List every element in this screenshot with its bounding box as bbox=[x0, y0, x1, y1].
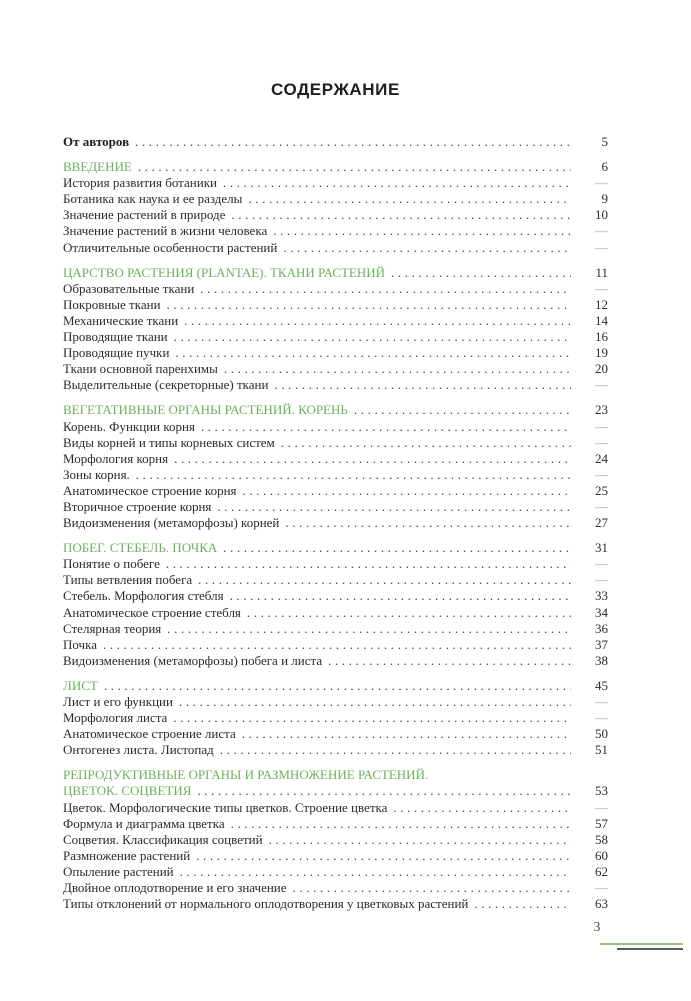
toc-entry bbox=[63, 134, 608, 150]
dot-leader bbox=[173, 710, 571, 726]
toc-entry-label: РЕПРОДУКТИВНЫЕ ОРГАНЫ И РАЗМНОЖЕНИЕ РАСТЕНИЙ. bbox=[63, 767, 429, 783]
page-number: 60 bbox=[595, 847, 608, 863]
footer-rule-dark bbox=[617, 948, 683, 950]
toc-entry bbox=[63, 281, 608, 297]
toc-section-heading bbox=[63, 767, 608, 783]
toc-group bbox=[63, 265, 608, 394]
toc-entry-label: ЦВЕТОК. СОЦВЕТИЯ bbox=[63, 783, 192, 799]
toc-section-heading bbox=[63, 540, 608, 556]
toc-entry bbox=[63, 605, 608, 621]
toc-entry bbox=[63, 832, 608, 848]
dot-leader bbox=[293, 880, 571, 896]
missing-page-dash: — bbox=[595, 280, 608, 296]
missing-page-dash: — bbox=[595, 556, 608, 572]
missing-page-dash: — bbox=[595, 377, 608, 393]
toc-group bbox=[63, 678, 608, 758]
toc-entry bbox=[63, 742, 608, 758]
toc-entry-label: Лист и его функции bbox=[63, 694, 173, 709]
dot-leader bbox=[175, 345, 571, 361]
toc-entry bbox=[63, 240, 608, 256]
dot-leader bbox=[231, 207, 571, 223]
toc-entry bbox=[63, 467, 608, 483]
missing-page-dash: — bbox=[595, 418, 608, 434]
toc-entry bbox=[63, 710, 608, 726]
toc-entry-label: Двойное оплодотворение и его значение bbox=[63, 880, 287, 896]
dot-leader bbox=[354, 402, 571, 418]
toc-entry bbox=[63, 435, 608, 451]
toc-entry-label: ВЕГЕТАТИВНЫЕ ОРГАНЫ РАСТЕНИЙ. КОРЕНЬ bbox=[63, 402, 348, 418]
toc-entry-label: Виды корней и типы корневых систем bbox=[63, 434, 275, 450]
dot-leader bbox=[243, 483, 571, 499]
toc-entry-label: Проводящие ткани bbox=[63, 329, 168, 345]
footer-page-number: 3 bbox=[593, 919, 601, 934]
toc-entry-label: История развития ботаники bbox=[63, 175, 217, 191]
missing-page-dash: — bbox=[595, 466, 608, 482]
dot-leader bbox=[180, 864, 571, 880]
dot-leader bbox=[223, 540, 571, 556]
toc-entry bbox=[63, 896, 608, 912]
dot-leader bbox=[273, 223, 571, 239]
page-number: 38 bbox=[595, 652, 608, 668]
toc-entry-label: Образовательные ткани bbox=[63, 280, 195, 296]
page-number: 9 bbox=[601, 191, 608, 207]
dot-leader bbox=[220, 742, 571, 758]
toc-entry-label: Механические ткани bbox=[63, 312, 179, 328]
toc-entry bbox=[63, 637, 608, 653]
missing-page-dash: — bbox=[595, 880, 608, 896]
dot-leader bbox=[104, 678, 571, 694]
toc-entry-label: Онтогенез листа. Листопад bbox=[63, 742, 214, 758]
toc-entry bbox=[63, 361, 608, 377]
toc-entry-label: Понятие о побеге bbox=[63, 556, 160, 572]
page-number: 27 bbox=[595, 515, 608, 531]
toc-entry bbox=[63, 207, 608, 223]
toc-entry-label: Выделительные (секреторные) ткани bbox=[63, 377, 269, 393]
toc-entry-label: Анатомическое строение листа bbox=[63, 726, 236, 742]
toc-section-heading bbox=[63, 783, 608, 799]
dot-leader bbox=[135, 134, 571, 150]
toc-entry-label: Зоны корня. bbox=[63, 466, 130, 482]
dot-leader bbox=[328, 653, 571, 669]
page-number: 58 bbox=[595, 831, 608, 847]
page-number: 16 bbox=[595, 329, 608, 345]
toc-entry bbox=[63, 572, 608, 588]
toc-entry-label: Видоизменения (метаморфозы) побега и листа bbox=[63, 652, 323, 668]
toc-entry bbox=[63, 816, 608, 832]
toc-entry bbox=[63, 419, 608, 435]
toc-entry bbox=[63, 653, 608, 669]
toc-entry bbox=[63, 377, 608, 393]
toc-entry bbox=[63, 297, 608, 313]
dot-leader bbox=[201, 419, 571, 435]
dot-leader bbox=[231, 816, 571, 832]
toc-entry-label: Опыление растений bbox=[63, 863, 174, 879]
toc-entry-label: ЦАРСТВО РАСТЕНИЯ (PLANTAE). ТКАНИ РАСТЕНИЙ bbox=[63, 264, 386, 280]
page-number: 5 bbox=[601, 134, 608, 149]
dot-leader bbox=[198, 572, 571, 588]
toc-entry-label: Размножение растений bbox=[63, 847, 191, 863]
page-number: 45 bbox=[595, 677, 608, 693]
toc-entry-label: Вторичное строение корня bbox=[63, 498, 212, 514]
page-number: 36 bbox=[595, 620, 608, 636]
dot-leader bbox=[167, 297, 571, 313]
toc-entry bbox=[63, 864, 608, 880]
toc-entry-label: Соцветия. Классификация соцветий bbox=[63, 831, 263, 847]
toc-entry-label: ЛИСТ bbox=[63, 677, 98, 693]
toc-section-heading bbox=[63, 159, 608, 175]
dot-leader bbox=[136, 467, 571, 483]
missing-page-dash: — bbox=[595, 799, 608, 815]
page-number: 10 bbox=[595, 207, 608, 223]
toc-entry-label: Видоизменения (метаморфозы) корней bbox=[63, 515, 280, 531]
toc-group bbox=[63, 540, 608, 669]
toc-entry bbox=[63, 800, 608, 816]
missing-page-dash: — bbox=[595, 175, 608, 191]
footer-rule-green bbox=[600, 943, 683, 945]
toc-entry-label: Отличительные особенности растений bbox=[63, 239, 278, 255]
page-number: 50 bbox=[595, 726, 608, 742]
page-number: 62 bbox=[595, 863, 608, 879]
page-number: 63 bbox=[595, 896, 608, 912]
toc-entry-label: Морфология листа bbox=[63, 710, 168, 726]
missing-page-dash: — bbox=[595, 572, 608, 588]
missing-page-dash: — bbox=[595, 239, 608, 255]
page-number: 33 bbox=[595, 588, 608, 604]
toc-entry bbox=[63, 313, 608, 329]
missing-page-dash: — bbox=[595, 498, 608, 514]
toc-entry-label: Корень. Функции корня bbox=[63, 418, 195, 434]
dot-leader bbox=[391, 265, 571, 281]
dot-leader bbox=[223, 175, 571, 191]
dot-leader bbox=[247, 605, 571, 621]
dot-leader bbox=[393, 800, 571, 816]
dot-leader bbox=[269, 832, 571, 848]
toc-entry bbox=[63, 726, 608, 742]
toc-entry-label: ВВЕДЕНИЕ bbox=[63, 159, 132, 175]
page-number: 53 bbox=[595, 783, 608, 799]
toc-entry bbox=[63, 588, 608, 604]
dot-leader bbox=[103, 637, 571, 653]
dot-leader bbox=[179, 694, 571, 710]
toc-entry-label: Анатомическое строение корня bbox=[63, 482, 237, 498]
toc-entry bbox=[63, 483, 608, 499]
page-number: 57 bbox=[595, 815, 608, 831]
toc-entry-label: Покровные ткани bbox=[63, 296, 161, 312]
toc-entry-label: Анатомическое строение стебля bbox=[63, 604, 241, 620]
dot-leader bbox=[167, 621, 571, 637]
toc-entry bbox=[63, 499, 608, 515]
dot-leader bbox=[242, 726, 571, 742]
dot-leader bbox=[474, 896, 571, 912]
dot-leader bbox=[184, 313, 571, 329]
toc-entry bbox=[63, 345, 608, 361]
toc-entry-label: Значение растений в жизни человека bbox=[63, 223, 268, 239]
toc-entry-label: Ботаника как наука и ее разделы bbox=[63, 191, 243, 207]
dot-leader bbox=[138, 159, 571, 175]
toc-entry-label: Типы отклонений от нормального оплодотворения у цветковых растений bbox=[63, 896, 469, 912]
toc-entry-label: Цветок. Морфологические типы цветков. Строение цветка bbox=[63, 799, 388, 815]
dot-leader bbox=[197, 783, 571, 799]
toc-entry-label: Ткани основной паренхимы bbox=[63, 361, 218, 377]
dot-leader bbox=[283, 240, 571, 256]
dot-leader bbox=[174, 451, 571, 467]
page-number: 6 bbox=[601, 159, 608, 175]
toc-entry bbox=[63, 223, 608, 239]
toc-entry bbox=[63, 515, 608, 531]
missing-page-dash: — bbox=[595, 710, 608, 726]
dot-leader bbox=[200, 281, 571, 297]
dot-leader bbox=[274, 377, 571, 393]
toc-entry bbox=[63, 556, 608, 572]
table-of-contents bbox=[63, 134, 608, 912]
page-number: 20 bbox=[595, 361, 608, 377]
toc-entry bbox=[63, 880, 608, 896]
page-number: 14 bbox=[595, 312, 608, 328]
toc-entry bbox=[63, 175, 608, 191]
missing-page-dash: — bbox=[595, 223, 608, 239]
page-number: 11 bbox=[595, 264, 608, 280]
toc-entry bbox=[63, 329, 608, 345]
page-number: 34 bbox=[595, 604, 608, 620]
dot-leader bbox=[224, 361, 571, 377]
toc-entry bbox=[63, 621, 608, 637]
dot-leader bbox=[285, 515, 571, 531]
page-number: 19 bbox=[595, 345, 608, 361]
toc-group bbox=[63, 159, 608, 256]
toc-entry-label: Проводящие пучки bbox=[63, 345, 170, 361]
dot-leader bbox=[196, 848, 571, 864]
toc-section-heading bbox=[63, 402, 608, 418]
page-number: 23 bbox=[595, 402, 608, 418]
toc-entry bbox=[63, 451, 608, 467]
dot-leader bbox=[248, 191, 571, 207]
toc-entry-label: Формула и диаграмма цветка bbox=[63, 815, 225, 831]
toc-entry-label: Стелярная теория bbox=[63, 620, 162, 636]
page-number: 37 bbox=[595, 636, 608, 652]
page-title: СОДЕРЖАНИЕ bbox=[271, 80, 400, 99]
page-number: 25 bbox=[595, 482, 608, 498]
toc-entry-label: От авторов bbox=[63, 134, 130, 149]
toc-entry bbox=[63, 694, 608, 710]
dot-leader bbox=[281, 435, 571, 451]
page-number: 31 bbox=[595, 540, 608, 556]
toc-group bbox=[63, 134, 608, 150]
toc-entry-label: Стебель. Морфология стебля bbox=[63, 588, 224, 604]
missing-page-dash: — bbox=[595, 694, 608, 709]
page-number: 24 bbox=[595, 450, 608, 466]
dot-leader bbox=[174, 329, 571, 345]
missing-page-dash: — bbox=[595, 434, 608, 450]
dot-leader bbox=[166, 556, 571, 572]
toc-entry bbox=[63, 191, 608, 207]
toc-section-heading bbox=[63, 265, 608, 281]
toc-entry bbox=[63, 848, 608, 864]
toc-entry-label: ПОБЕГ. СТЕБЕЛЬ. ПОЧКА bbox=[63, 540, 218, 556]
toc-entry-label: Типы ветвления побега bbox=[63, 572, 193, 588]
page-number: 12 bbox=[595, 296, 608, 312]
page-number: 51 bbox=[595, 742, 608, 758]
dot-leader bbox=[230, 588, 571, 604]
toc-section-heading bbox=[63, 678, 608, 694]
toc-group bbox=[63, 402, 608, 531]
toc-group bbox=[63, 767, 608, 912]
toc-entry-label: Морфология корня bbox=[63, 450, 169, 466]
dot-leader bbox=[217, 499, 571, 515]
toc-entry-label: Почка bbox=[63, 636, 97, 652]
toc-entry-label: Значение растений в природе bbox=[63, 207, 226, 223]
